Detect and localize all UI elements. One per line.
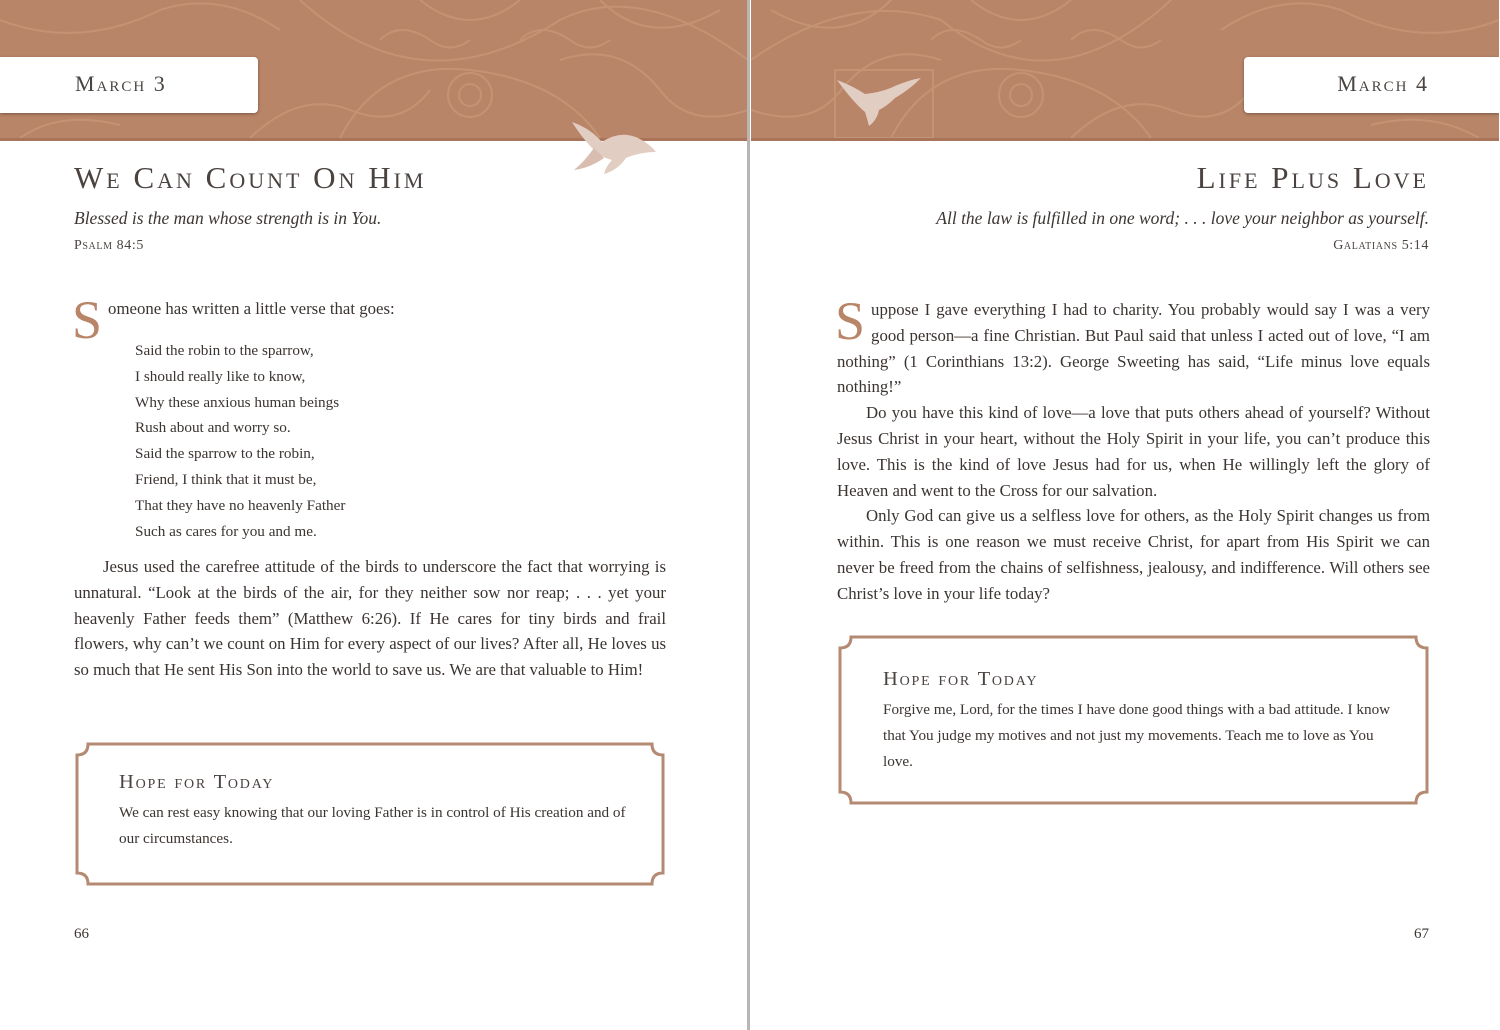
poem-line: That they have no heavenly Father: [135, 496, 346, 514]
left-page: [0, 0, 748, 1030]
date-label: March 3: [75, 71, 167, 96]
poem-line: Friend, I think that it must be,: [135, 470, 317, 488]
date-tab: [0, 57, 258, 113]
scripture-verse: All the law is fulfilled in one word; . . . love your neighbor as yourself.: [936, 208, 1429, 228]
drop-cap: S: [835, 291, 866, 351]
paragraph-text: Do you have this kind of love—a love that puts others ahead of yourself? Without Jesus Christ in your heart, without the Holy Spirit in your life, you can’t produce this love. This is the kind of love Jesus had for us, when He willingly left the glory of Heaven and went to the Cross for our salvation.: [837, 403, 1430, 500]
poem-line: I should really like to know,: [135, 367, 306, 385]
intro-text: omeone has written a little verse that goes:: [108, 299, 395, 318]
paragraph-text: Jesus used the carefree attitude of the birds to underscore the fact that worrying is unnatural. “Look at the birds of the air, for they neither sow nor reap; . . . yet your heavenly Father feeds them” (Matthew 6:26). If He cares for tiny birds and frail flowers, why can’t we count on Him for every aspect of our lives? After all, He loves us so much that He sent His Son into the world to save us. We are that valuable to Him!: [74, 557, 666, 680]
paragraph-text: Only God can give us a selfless love for others, as the Holy Spirit changes us from within. This is one reason we must receive Christ, for apart from His Spirit we can never be freed from the chains of selfishness, jealousy, and indifference. Will others see Christ’s love in your life today?: [837, 506, 1430, 603]
intro-paragraph: [72, 290, 666, 350]
date-label: March 4: [1337, 71, 1429, 96]
paragraph-text: uppose I gave everything I had to charity. You probably would say I was a very good person—a fine Christian. But Paul said that unless I acted out of love, “I am nothing” (1 Corinthians 13:2). George Sweeting has said, “Life minus love equals nothing!”: [837, 300, 1430, 397]
hope-title: Hope for Today: [883, 668, 1039, 690]
right-page: [751, 0, 1499, 1030]
page-title: Life Plus Love: [1196, 160, 1429, 195]
poem-line: Rush about and worry so.: [135, 419, 291, 437]
scripture-verse: Blessed is the man whose strength is in You.: [74, 208, 382, 228]
body-text: [835, 291, 1430, 607]
body-paragraph: [74, 554, 666, 683]
hope-for-today-box: [74, 741, 666, 887]
poem-line: Why these anxious human beings: [135, 393, 340, 411]
dove-icon: [833, 72, 923, 130]
hope-for-today-box: [837, 634, 1430, 806]
poem-line: Said the robin to the sparrow,: [135, 342, 314, 359]
scripture-reference: Psalm 84:5: [74, 238, 144, 253]
dove-icon: [568, 118, 660, 184]
poem-line: Said the sparrow to the robin,: [135, 445, 315, 463]
poem: [135, 338, 345, 544]
page-number: 67: [1414, 926, 1429, 942]
hope-title: Hope for Today: [119, 771, 275, 793]
poem-line: Such as cares for you and me.: [135, 522, 317, 540]
hope-text: We can rest easy knowing that our loving Father is in control of His creation and of our circumstances.: [119, 804, 626, 847]
page-gutter: [747, 0, 750, 1030]
page-number: 66: [74, 926, 89, 942]
scripture-reference: Galatians 5:14: [1333, 238, 1429, 253]
date-tab: [1244, 57, 1499, 113]
page-title: We Can Count On Him: [74, 160, 427, 195]
drop-cap: S: [72, 290, 103, 350]
hope-text: Forgive me, Lord, for the times I have done good things with a bad attitude. I know that You judge my motives and not just my movements. Teach me to love as You love.: [883, 701, 1391, 770]
